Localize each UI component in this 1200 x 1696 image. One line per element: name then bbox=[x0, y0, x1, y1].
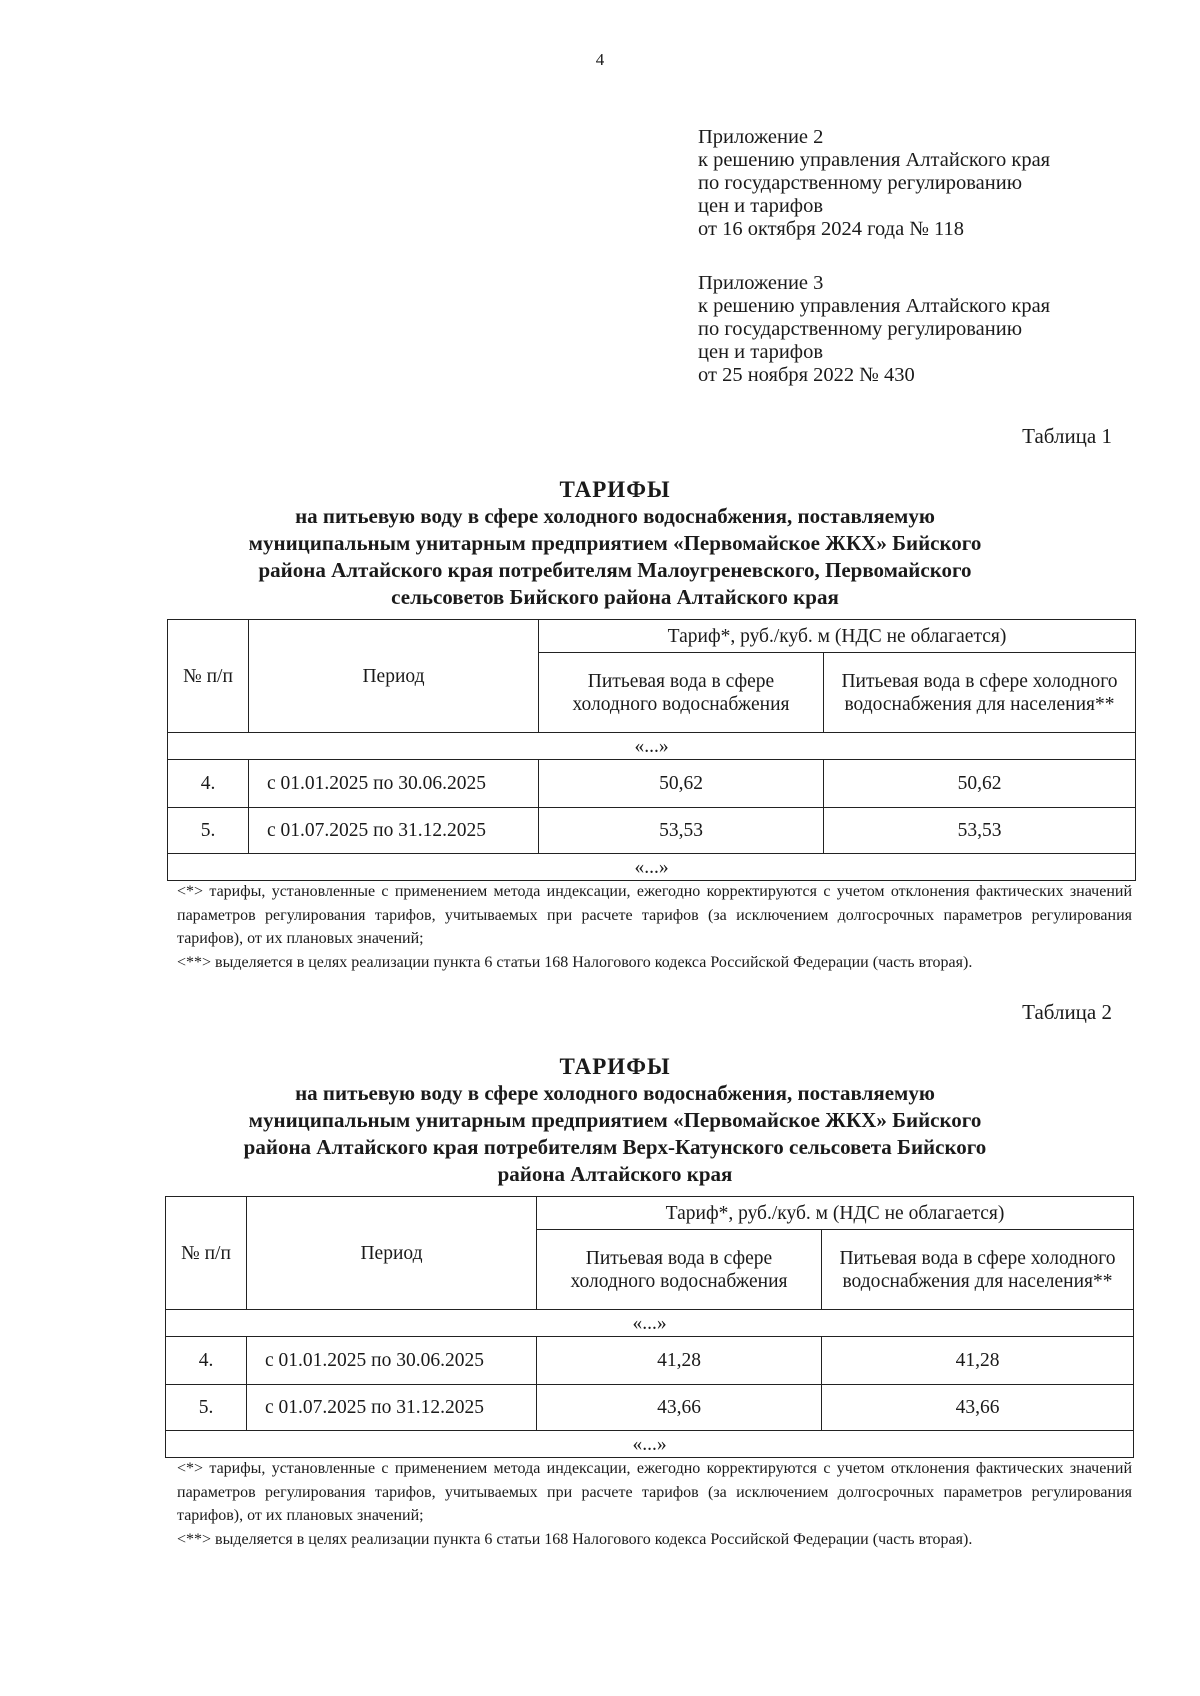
table-2-subtitle-line: района Алтайского края потребителям Верх-Катунского сельсовета Бийского bbox=[243, 1135, 987, 1159]
header-num: № п/п bbox=[166, 1197, 247, 1310]
header-col-population: Питьевая вода в сфере холодного водоснабжения для населения** bbox=[822, 1230, 1134, 1310]
appendix-2-line: цен и тарифов bbox=[698, 195, 824, 217]
row-period: с 01.01.2025 по 30.06.2025 bbox=[249, 760, 539, 808]
table-2-subtitle-line: муниципальным унитарным предприятием «Первомайское ЖКХ» Бийского bbox=[248, 1108, 982, 1132]
header-col-population: Питьевая вода в сфере холодного водоснабжения для населения** bbox=[824, 653, 1136, 733]
table-2-footnotes bbox=[177, 1457, 1132, 1551]
ellipsis-row: «...» bbox=[168, 854, 1136, 881]
row-value-drinking: 50,62 bbox=[539, 760, 824, 808]
tariff-table-2 bbox=[165, 1196, 1134, 1458]
appendix-2-block bbox=[698, 126, 1158, 241]
appendix-3-block bbox=[698, 272, 1158, 387]
row-period: с 01.01.2025 по 30.06.2025 bbox=[247, 1337, 537, 1385]
ellipsis-row: «...» bbox=[166, 1431, 1134, 1458]
table-2-title: ТАРИФЫ bbox=[559, 1054, 671, 1079]
footnote-double-star: <**> выделяется в целях реализации пункта 6 статьи 168 Налогового кодекса Российской Федерации (часть вторая). bbox=[177, 953, 973, 971]
header-col-drinking-water: Питьевая вода в сфере холодного водоснабжения bbox=[537, 1230, 822, 1310]
appendix-2-line: Приложение 2 bbox=[698, 126, 824, 148]
appendix-3-line: цен и тарифов bbox=[698, 341, 824, 363]
table-1-subtitle-line: сельсоветов Бийского района Алтайского края bbox=[391, 585, 839, 609]
footnote-single-star: <*> тарифы, установленные с применением метода индексации, ежегодно корректируются с учетом отклонения фактических значений параметров регулирования тарифов, учитываемых при расчете тарифов (за исключением долгосрочных параметров регулирования тарифов), от их плановых значений; bbox=[177, 1460, 1132, 1524]
footnote-double-star: <**> выделяется в целях реализации пункта 6 статьи 168 Налогового кодекса Российской Федерации (часть вторая). bbox=[177, 1530, 973, 1548]
table-row bbox=[168, 760, 1136, 808]
appendix-3-line: от 25 ноября 2022 № 430 bbox=[698, 364, 915, 386]
table-2-subtitle-line: района Алтайского края bbox=[497, 1162, 733, 1186]
table-row bbox=[168, 808, 1136, 854]
table-2-subtitle-line: на питьевую воду в сфере холодного водоснабжения, поставляемую bbox=[295, 1081, 935, 1105]
appendix-2-line: от 16 октября 2024 года № 118 bbox=[698, 218, 964, 240]
row-value-population: 41,28 bbox=[822, 1337, 1134, 1385]
row-value-population: 50,62 bbox=[824, 760, 1136, 808]
header-col-drinking-water: Питьевая вода в сфере холодного водоснабжения bbox=[539, 653, 824, 733]
row-value-population: 43,66 bbox=[822, 1385, 1134, 1431]
table-1-subtitle-line: района Алтайского края потребителям Малоугреневского, Первомайского bbox=[258, 558, 972, 582]
table-1-subtitle-line: на питьевую воду в сфере холодного водоснабжения, поставляемую bbox=[295, 504, 935, 528]
row-value-population: 53,53 bbox=[824, 808, 1136, 854]
table-1-footnotes bbox=[177, 880, 1132, 974]
appendix-2-line: к решению управления Алтайского края bbox=[698, 149, 1051, 171]
appendix-3-line: к решению управления Алтайского края bbox=[698, 295, 1051, 317]
table-row bbox=[166, 1337, 1134, 1385]
row-value-drinking: 53,53 bbox=[539, 808, 824, 854]
footnote-single-star: <*> тарифы, установленные с применением метода индексации, ежегодно корректируются с учетом отклонения фактических значений параметров регулирования тарифов, учитываемых при расчете тарифов (за исключением долгосрочных параметров регулирования тарифов), от их плановых значений; bbox=[177, 883, 1132, 947]
table-2-label: Таблица 2 bbox=[1022, 1000, 1112, 1024]
table-2-heading bbox=[150, 1053, 1080, 1188]
appendix-3-line: по государственному регулированию bbox=[698, 318, 1023, 340]
table-row bbox=[166, 1385, 1134, 1431]
header-tariff: Тариф*, руб./куб. м (НДС не облагается) bbox=[539, 620, 1136, 653]
row-value-drinking: 41,28 bbox=[537, 1337, 822, 1385]
table-1-label: Таблица 1 bbox=[1022, 424, 1112, 448]
row-period: с 01.07.2025 по 31.12.2025 bbox=[249, 808, 539, 854]
header-period: Период bbox=[249, 620, 539, 733]
ellipsis-row: «...» bbox=[166, 1310, 1134, 1337]
row-num: 5. bbox=[168, 808, 249, 854]
table-1-title: ТАРИФЫ bbox=[559, 477, 671, 502]
header-tariff: Тариф*, руб./куб. м (НДС не облагается) bbox=[537, 1197, 1134, 1230]
header-num: № п/п bbox=[168, 620, 249, 733]
page-number: 4 bbox=[595, 50, 605, 69]
header-period: Период bbox=[247, 1197, 537, 1310]
row-num: 4. bbox=[168, 760, 249, 808]
row-num: 5. bbox=[166, 1385, 247, 1431]
row-period: с 01.07.2025 по 31.12.2025 bbox=[247, 1385, 537, 1431]
table-1-subtitle-line: муниципальным унитарным предприятием «Первомайское ЖКХ» Бийского bbox=[248, 531, 982, 555]
ellipsis-row: «...» bbox=[168, 733, 1136, 760]
appendix-2-line: по государственному регулированию bbox=[698, 172, 1023, 194]
row-value-drinking: 43,66 bbox=[537, 1385, 822, 1431]
table-1-heading bbox=[150, 476, 1080, 611]
tariff-table-1 bbox=[167, 619, 1136, 881]
row-num: 4. bbox=[166, 1337, 247, 1385]
appendix-3-line: Приложение 3 bbox=[698, 272, 824, 294]
